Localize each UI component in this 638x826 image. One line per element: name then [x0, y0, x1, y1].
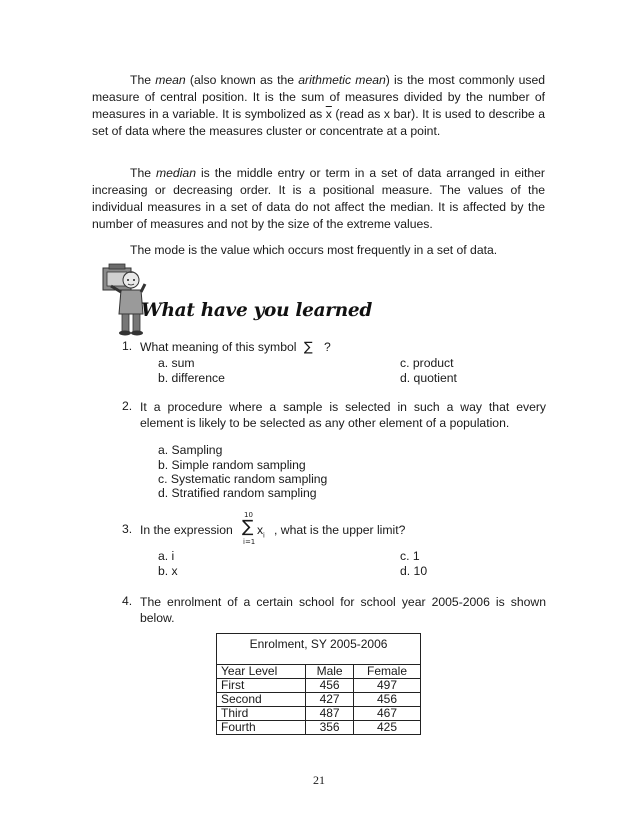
table-cell: 497: [354, 679, 421, 693]
table-cell: 456: [354, 693, 421, 707]
table-row: [217, 693, 421, 707]
table-cell: First: [217, 679, 306, 693]
table-row: [217, 707, 421, 721]
question-2-number: 2.: [122, 399, 133, 413]
question-2-text: It a procedure where a sample is selected in such a way that every element is likely to be selected as any other element of a population.: [140, 400, 546, 430]
question-4-number: 4.: [122, 594, 133, 608]
table-cell: Third: [217, 707, 306, 721]
summation-lower-limit: i=1: [243, 538, 256, 546]
page-number: 21: [313, 773, 325, 787]
table-cell: 427: [306, 693, 354, 707]
table-row: [217, 679, 421, 693]
q1-option-b: b. difference: [158, 371, 225, 385]
x-bar-symbol: $\overline{x}$: [325, 107, 332, 121]
table-cell: 425: [354, 721, 421, 735]
sigma-symbol: ∑: [303, 340, 313, 355]
table-cell: 467: [354, 707, 421, 721]
summation-upper-limit: 10: [244, 511, 253, 519]
summation-variable: $x_i$: [257, 523, 265, 540]
section-title: What have you learned: [141, 300, 372, 321]
q2-option-a: a. Sampling: [158, 443, 223, 457]
table-header-row: [217, 665, 421, 679]
table-caption-row: [217, 634, 421, 665]
q2-option-d: d. Stratified random sampling: [158, 486, 317, 500]
paragraph-median: The median is the middle entry or term in a set of data arranged in either increasing or decreasing order. It is a positional measure. The values of the individual measures in a set of data do not affect the median. It is affected by the number of measures and not by the size of the extreme values.: [92, 166, 545, 231]
question-3-text-end: , what is the upper limit?: [274, 523, 406, 537]
q1-option-d: d. quotient: [400, 371, 457, 385]
section-banner: [95, 262, 395, 336]
q3-option-a: a. i: [158, 549, 175, 563]
table-header-cell: Female: [354, 665, 421, 679]
question-3-text: In the expression: [140, 523, 233, 537]
table-cell: 456: [306, 679, 354, 693]
student-with-tv-icon: [95, 262, 175, 336]
paragraph-mode: The mode is the value which occurs most frequently in a set of data.: [130, 243, 498, 257]
table-caption: Enrolment, SY 2005-2006: [217, 634, 421, 665]
enrolment-table: [216, 633, 421, 735]
paragraph-mean: The mean (also known as the arithmetic mean) is the most commonly used measure of central position. It is the sum of measures divided by the number of measures in a variable. It is symbolized as $\overline{x}$ (read as x bar). It is used to describe a set of data where the measures cluster or concentrate at a point.: [92, 73, 546, 138]
q3-option-c: c. 1: [400, 549, 420, 563]
q2-option-b: b. Simple random sampling: [158, 458, 306, 472]
table-cell: 487: [306, 707, 354, 721]
table-header-cell: Year Level: [217, 665, 306, 679]
q1-option-c: c. product: [400, 356, 454, 370]
q1-option-a: a. sum: [158, 356, 195, 370]
q2-option-c: c. Systematic random sampling: [158, 472, 328, 486]
table-cell: Second: [217, 693, 306, 707]
question-4-text: The enrolment of a certain school for school year 2005-2006 is shown below.: [140, 595, 546, 625]
question-1-text: What meaning of this symbol ∑ ?: [140, 340, 331, 355]
summation-sigma: ∑: [242, 517, 254, 537]
question-1-number: 1.: [122, 339, 133, 353]
table-cell: 356: [306, 721, 354, 735]
table-cell: Fourth: [217, 721, 306, 735]
q3-option-b: b. x: [158, 564, 178, 578]
q3-option-d: d. 10: [400, 564, 428, 578]
table-row: [217, 721, 421, 735]
question-3-number: 3.: [122, 522, 133, 536]
table-header-cell: Male: [306, 665, 354, 679]
